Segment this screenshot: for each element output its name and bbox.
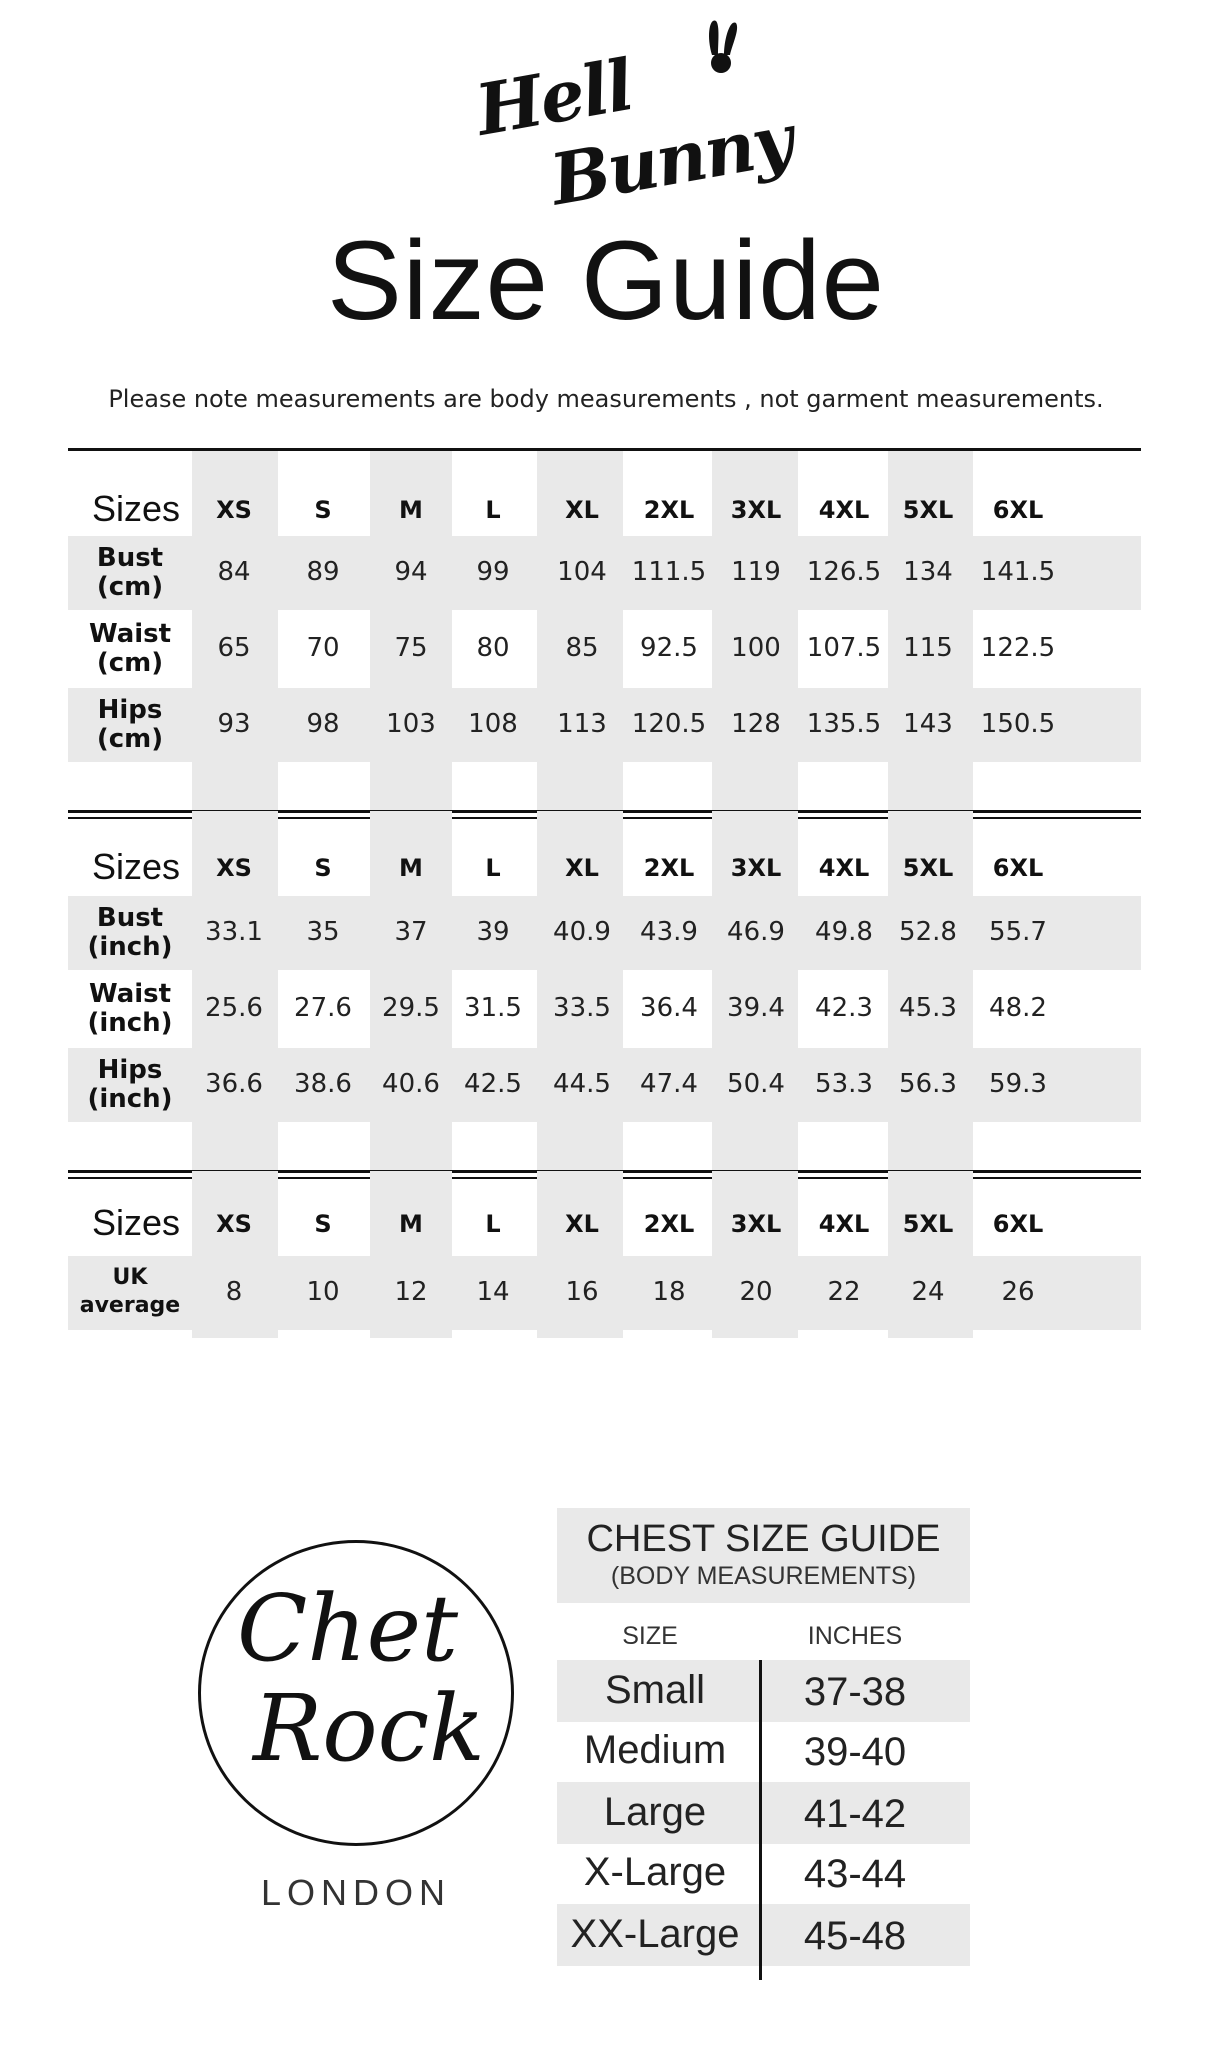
table-cell: 115 <box>903 633 953 663</box>
chest-row-size: Large <box>603 1790 707 1834</box>
row-label-bottom: (inch) <box>87 1084 173 1114</box>
size-header-3xl: 3XL <box>730 1210 782 1238</box>
table-cell: 33.5 <box>553 993 611 1023</box>
row-label-top: UK <box>112 1265 148 1290</box>
chest-guide-header <box>557 1508 970 1603</box>
bunny-ears-icon <box>702 15 742 75</box>
table-cell: 107.5 <box>806 633 882 663</box>
table-cell: 65 <box>217 633 251 663</box>
table-cell: 55.7 <box>989 917 1047 947</box>
size-header-5xl: 5XL <box>902 854 954 882</box>
table-cell: 143 <box>903 709 953 739</box>
table-cell: 35 <box>306 917 340 947</box>
table-row <box>68 972 1141 1046</box>
row-label-bottom: (inch) <box>87 932 173 962</box>
table-cell: 10 <box>306 1277 340 1307</box>
chest-row <box>0 1720 1212 1782</box>
table-cell: 46.9 <box>727 917 785 947</box>
table-cell: 8 <box>225 1277 243 1307</box>
chest-col-inches: INCHES <box>807 1622 903 1650</box>
table-cell: 48.2 <box>989 993 1047 1023</box>
row-label-top: Bust <box>96 903 164 933</box>
logo-word-bunny: Bunny <box>544 97 798 222</box>
table-row <box>68 1256 1141 1330</box>
table-cell: 33.1 <box>205 917 263 947</box>
logo-word-chet: Chet <box>237 1575 459 1682</box>
table-cell: 85 <box>565 633 599 663</box>
table-cell: 52.8 <box>899 917 957 947</box>
table-cell: 20 <box>739 1277 773 1307</box>
table-cell: 42.3 <box>815 993 873 1023</box>
row-label-top: Waist <box>88 619 172 649</box>
table-cell: 27.6 <box>294 993 352 1023</box>
table-cell: 122.5 <box>980 633 1056 663</box>
table-cell: 150.5 <box>980 709 1056 739</box>
table-cell: 94 <box>394 557 428 587</box>
table-row <box>68 536 1141 610</box>
table-cell: 98 <box>306 709 340 739</box>
table-cell: 104 <box>557 557 607 587</box>
size-header-xl: XL <box>565 496 599 524</box>
row-label-bottom: (inch) <box>87 1008 173 1038</box>
size-header-5xl: 5XL <box>902 1210 954 1238</box>
size-table-uk <box>68 1168 1141 1338</box>
table-cell: 99 <box>476 557 510 587</box>
table-cell: 100 <box>731 633 781 663</box>
chest-row-inches: 39-40 <box>803 1730 907 1774</box>
page-title: Size Guide <box>327 218 885 343</box>
chest-col-size: SIZE <box>622 1622 678 1650</box>
row-label-bottom: (cm) <box>96 572 164 602</box>
table-cell: 39.4 <box>727 993 785 1023</box>
table-cell: 89 <box>306 557 340 587</box>
table-row <box>68 612 1141 686</box>
chest-row-inches: 45-48 <box>803 1914 907 1958</box>
table-cell: 113 <box>557 709 607 739</box>
table-cell: 103 <box>386 709 436 739</box>
table-cell: 120.5 <box>631 709 707 739</box>
logo-word-hell: Hell <box>469 43 638 152</box>
table-cell: 126.5 <box>806 557 882 587</box>
table-cell: 16 <box>565 1277 599 1307</box>
size-header-2xl: 2XL <box>643 1210 695 1238</box>
size-header-m: M <box>399 854 423 882</box>
table-cell: 38.6 <box>294 1069 352 1099</box>
row-label <box>68 980 192 1038</box>
measurement-note: Please note measurements are body measurements , not garment measurements. <box>108 385 1104 413</box>
row-label-bottom: (cm) <box>96 648 164 678</box>
table-cell: 92.5 <box>640 633 698 663</box>
table-cell: 84 <box>217 557 251 587</box>
table-row <box>68 688 1141 762</box>
table-cell: 141.5 <box>980 557 1056 587</box>
table-cell: 26 <box>1001 1277 1035 1307</box>
row-label-top: Waist <box>88 979 172 1009</box>
chest-row <box>0 1842 1212 1904</box>
size-header-s: S <box>314 854 332 882</box>
table-row <box>68 1048 1141 1122</box>
size-header-m: M <box>399 496 423 524</box>
table-cell: 18 <box>652 1277 686 1307</box>
row-label <box>68 1056 192 1114</box>
table-cell: 50.4 <box>727 1069 785 1099</box>
size-header-xl: XL <box>565 854 599 882</box>
table-cell: 70 <box>306 633 340 663</box>
table-cell: 119 <box>731 557 781 587</box>
table-cell: 56.3 <box>899 1069 957 1099</box>
size-header-xl: XL <box>565 1210 599 1238</box>
size-header-6xl: 6XL <box>992 1210 1044 1238</box>
size-header-6xl: 6XL <box>992 854 1044 882</box>
sizes-label: Sizes <box>92 1202 181 1243</box>
row-label <box>68 620 192 678</box>
size-header-m: M <box>399 1210 423 1238</box>
table-cell: 36.6 <box>205 1069 263 1099</box>
logo-word-rock: Rock <box>253 1675 485 1782</box>
size-header-4xl: 4XL <box>818 496 870 524</box>
table-cell: 44.5 <box>553 1069 611 1099</box>
chest-row-size: XX-Large <box>570 1912 740 1956</box>
size-header-6xl: 6XL <box>992 496 1044 524</box>
table-cell: 12 <box>394 1277 428 1307</box>
chest-row-inches: 41-42 <box>803 1792 907 1836</box>
size-header-2xl: 2XL <box>643 496 695 524</box>
chest-guide-subtitle: (BODY MEASUREMENTS) <box>610 1562 917 1590</box>
table-cell: 25.6 <box>205 993 263 1023</box>
table-cell: 93 <box>217 709 251 739</box>
chest-row <box>0 1904 1212 1966</box>
table-cell: 40.9 <box>553 917 611 947</box>
table-cell: 134 <box>903 557 953 587</box>
table-cell: 43.9 <box>640 917 698 947</box>
logo-city: LONDON <box>260 1872 452 1913</box>
table-cell: 47.4 <box>640 1069 698 1099</box>
size-header-2xl: 2XL <box>643 854 695 882</box>
chest-column-divider <box>759 1660 762 1980</box>
table-cell: 49.8 <box>815 917 873 947</box>
size-header-xs: XS <box>216 854 252 882</box>
size-header-5xl: 5XL <box>902 496 954 524</box>
table-cell: 22 <box>827 1277 861 1307</box>
size-header-4xl: 4XL <box>818 1210 870 1238</box>
table-cell: 75 <box>394 633 428 663</box>
chest-row <box>0 1782 1212 1844</box>
size-header-3xl: 3XL <box>730 854 782 882</box>
sizes-label: Sizes <box>92 846 181 887</box>
table-cell: 128 <box>731 709 781 739</box>
size-table-cm <box>68 448 1141 810</box>
size-header-xs: XS <box>216 496 252 524</box>
row-label-bottom: (cm) <box>96 724 164 754</box>
table-cell: 31.5 <box>464 993 522 1023</box>
row-label-bottom: average <box>79 1293 181 1318</box>
row-label-top: Bust <box>96 543 164 573</box>
size-header-l: L <box>485 854 501 882</box>
table-cell: 135.5 <box>806 709 882 739</box>
table-cell: 108 <box>468 709 518 739</box>
size-header-l: L <box>485 496 501 524</box>
row-label <box>68 1264 192 1320</box>
table-cell: 36.4 <box>640 993 698 1023</box>
size-header-l: L <box>485 1210 501 1238</box>
table-row <box>68 896 1141 970</box>
size-header-s: S <box>314 1210 332 1238</box>
table-cell: 14 <box>476 1277 510 1307</box>
table-cell: 80 <box>476 633 510 663</box>
row-label <box>68 696 192 754</box>
table-cell: 111.5 <box>631 557 707 587</box>
table-cell: 42.5 <box>464 1069 522 1099</box>
table-cell: 39 <box>476 917 510 947</box>
row-label-top: Hips <box>97 695 163 725</box>
table-cell: 24 <box>911 1277 945 1307</box>
chest-row-inches: 43-44 <box>803 1852 907 1896</box>
hell-bunny-logo <box>469 15 798 222</box>
row-label-top: Hips <box>97 1055 163 1085</box>
chest-row-size: X-Large <box>583 1850 727 1894</box>
size-header-s: S <box>314 496 332 524</box>
row-label <box>68 904 192 962</box>
table-cell: 59.3 <box>989 1069 1047 1099</box>
size-table-inch <box>68 808 1141 1170</box>
chest-row-size: Medium <box>583 1728 727 1772</box>
sizes-label: Sizes <box>92 488 181 529</box>
size-header-xs: XS <box>216 1210 252 1238</box>
chest-row-inches: 37-38 <box>803 1670 907 1714</box>
table-cell: 29.5 <box>382 993 440 1023</box>
table-cell: 53.3 <box>815 1069 873 1099</box>
row-label <box>68 544 192 602</box>
chest-row <box>0 1660 1212 1722</box>
chest-row-size: Small <box>604 1668 706 1712</box>
chest-guide-title: CHEST SIZE GUIDE <box>586 1518 941 1560</box>
size-header-3xl: 3XL <box>730 496 782 524</box>
table-cell: 45.3 <box>899 993 957 1023</box>
size-header-4xl: 4XL <box>818 854 870 882</box>
table-cell: 37 <box>394 917 428 947</box>
table-cell: 40.6 <box>382 1069 440 1099</box>
